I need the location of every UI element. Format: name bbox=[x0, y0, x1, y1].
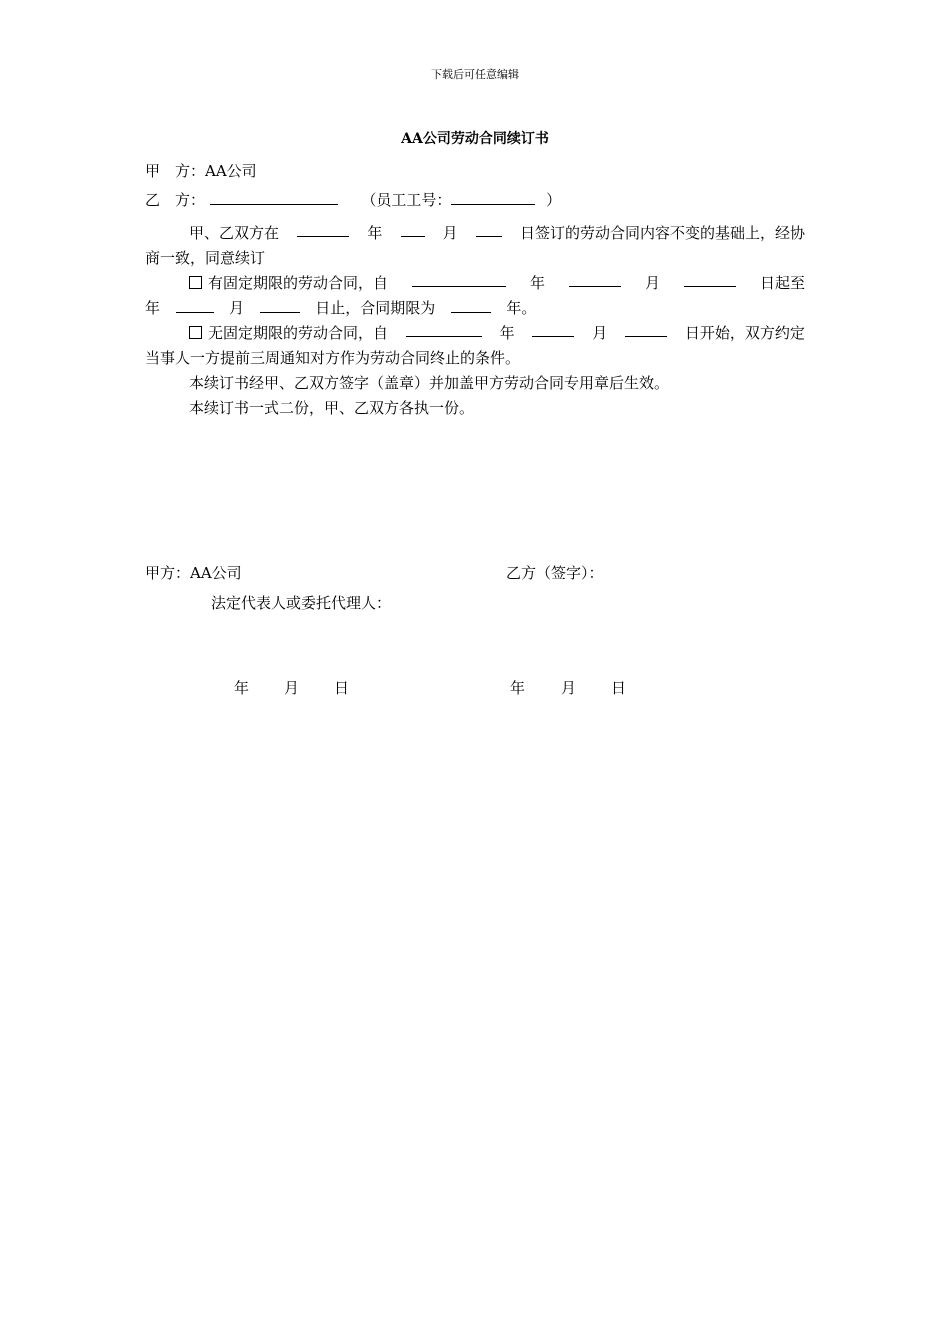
option-open-term-line1 bbox=[145, 322, 805, 343]
signature-party-a: 甲方：AA公司 bbox=[145, 564, 242, 582]
fixed-end-month-label: 月 bbox=[229, 299, 245, 317]
para1-day-text: 日签订的劳动合同内容不变的基础上，经协 bbox=[519, 224, 805, 242]
option-open-term-line2: 当事人一方提前三周通知对方作为劳动合同终止的条件。 bbox=[145, 349, 521, 367]
employee-no-close: ） bbox=[546, 191, 562, 209]
effective-clause: 本续订书经甲、乙双方签字（盖章）并加盖甲方劳动合同专用章后生效。 bbox=[189, 374, 670, 392]
fixed-end-month-blank[interactable] bbox=[260, 298, 300, 313]
open-month-label: 月 bbox=[592, 324, 608, 342]
contract-term-blank[interactable] bbox=[451, 298, 491, 313]
fixed-end-year-blank[interactable] bbox=[176, 298, 214, 313]
date-left-year: 年 bbox=[234, 679, 250, 697]
date-right-year: 年 bbox=[510, 679, 526, 697]
fixed-year-label: 年 bbox=[529, 274, 545, 292]
fixed-month-label: 月 bbox=[644, 274, 660, 292]
renewal-paragraph-line1 bbox=[145, 222, 805, 243]
para1-lead: 甲、乙双方在 bbox=[189, 224, 280, 242]
party-b-line bbox=[145, 189, 561, 210]
fixed-term-text: 有固定期限的劳动合同，自 bbox=[208, 274, 389, 292]
signed-month-blank[interactable] bbox=[401, 222, 425, 237]
document-title: AA公司劳动合同续订书 bbox=[401, 131, 549, 147]
renewal-paragraph-line2: 商一致，同意续订 bbox=[145, 249, 266, 267]
date-right-month: 月 bbox=[561, 679, 577, 697]
signature-party-b: 乙方（签字）： bbox=[506, 564, 604, 582]
party-a-value: AA公司 bbox=[205, 162, 257, 180]
open-start-year-blank[interactable] bbox=[406, 322, 482, 337]
open-term-checkbox[interactable] bbox=[189, 326, 202, 339]
open-start-label: 日开始，双方约定 bbox=[684, 324, 805, 342]
option-fixed-term-line1 bbox=[145, 272, 805, 293]
employee-no-open: （员工工号： bbox=[361, 191, 452, 209]
date-right-day: 日 bbox=[611, 679, 627, 697]
para1-month: 月 bbox=[442, 224, 458, 242]
signature-representative: 法定代表人或委托代理人： bbox=[211, 594, 392, 612]
open-start-month-blank[interactable] bbox=[532, 322, 574, 337]
open-term-text: 无固定期限的劳动合同，自 bbox=[208, 324, 389, 342]
date-left-month: 月 bbox=[284, 679, 300, 697]
date-left-day: 日 bbox=[334, 679, 350, 697]
open-start-day-blank[interactable] bbox=[625, 322, 667, 337]
fixed-start-label: 日起至 bbox=[759, 274, 805, 292]
party-a-label: 甲 方： bbox=[145, 162, 206, 180]
para1-year: 年 bbox=[367, 224, 383, 242]
contract-term-unit: 年。 bbox=[506, 299, 537, 317]
fixed-term-checkbox[interactable] bbox=[189, 276, 202, 289]
page-header: 下载后可任意编辑 bbox=[431, 68, 519, 81]
copies-clause: 本续订书一式二份，甲、乙双方各执一份。 bbox=[189, 399, 475, 417]
open-year-label: 年 bbox=[499, 324, 515, 342]
party-b-label: 乙 方： bbox=[145, 191, 206, 209]
fixed-start-month-blank[interactable] bbox=[569, 272, 621, 287]
employee-no-blank[interactable] bbox=[451, 190, 535, 205]
signed-year-blank[interactable] bbox=[297, 222, 349, 237]
fixed-end-text: 日止，合同期限为 bbox=[315, 299, 436, 317]
party-a-line bbox=[145, 160, 257, 181]
fixed-start-day-blank[interactable] bbox=[684, 272, 736, 287]
fixed-end-year-label: 年 bbox=[145, 299, 161, 317]
option-fixed-term-line2 bbox=[145, 297, 536, 318]
fixed-start-year-blank[interactable] bbox=[412, 272, 506, 287]
signed-day-blank[interactable] bbox=[476, 222, 502, 237]
party-b-name-blank[interactable] bbox=[210, 190, 338, 205]
